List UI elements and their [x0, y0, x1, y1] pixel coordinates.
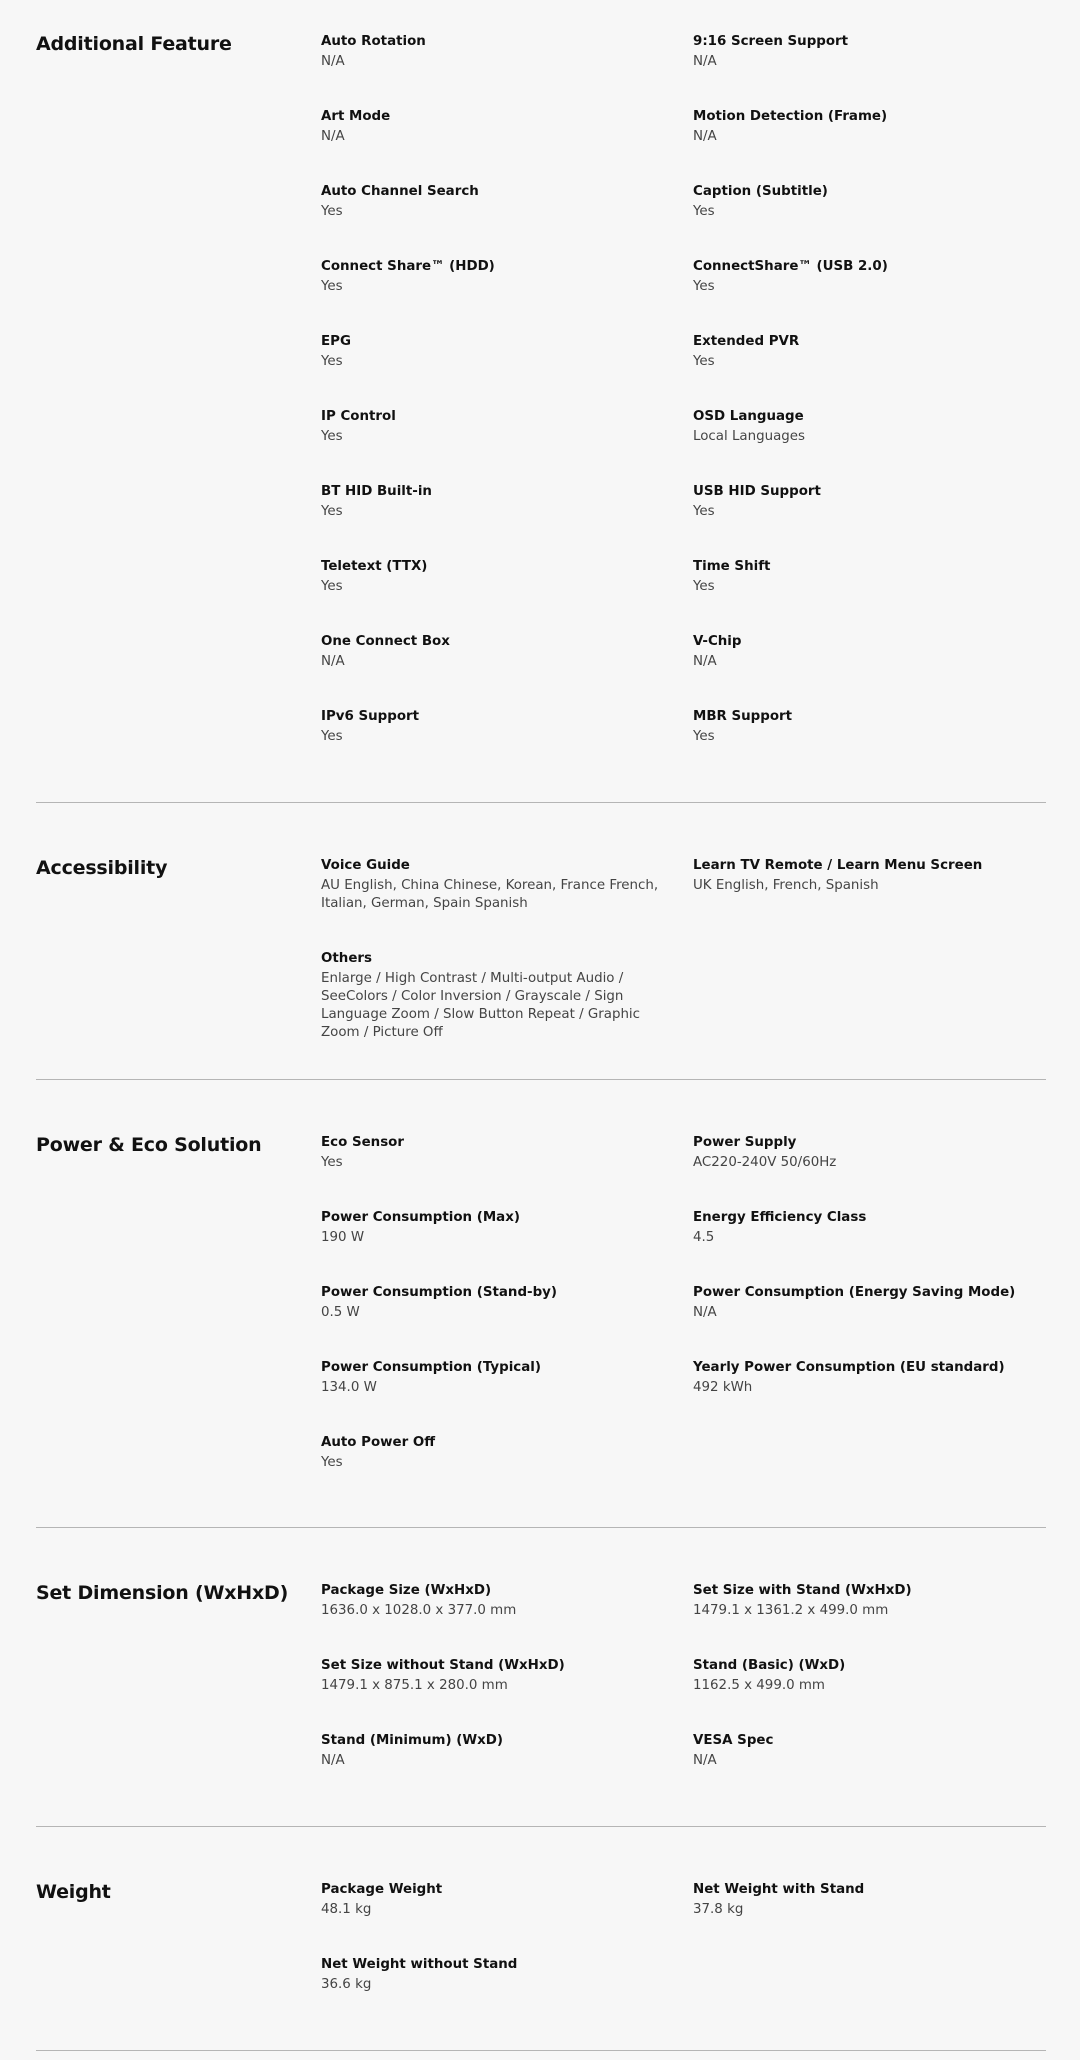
- spec-value: N/A: [321, 129, 345, 144]
- spec-label: USB HID Support: [693, 484, 821, 499]
- spec-label: Set Size without Stand (WxHxD): [321, 1658, 565, 1673]
- spec-value: Yes: [321, 504, 343, 519]
- spec-label: Auto Rotation: [321, 34, 426, 49]
- spec-value: AC220-240V 50/60Hz: [693, 1155, 837, 1170]
- spec-label: One Connect Box: [321, 634, 450, 649]
- spec-label: Net Weight without Stand: [321, 1957, 518, 1972]
- spec-label: V-Chip: [693, 634, 742, 649]
- spec-value: 492 kWh: [693, 1380, 753, 1395]
- spec-item-auto-channel-search: [321, 183, 661, 221]
- spec-value: Yes: [693, 504, 715, 519]
- spec-item-extended-pvr: [693, 333, 1053, 371]
- spec-label: Set Size with Stand (WxHxD): [693, 1583, 912, 1598]
- spec-value: N/A: [693, 129, 717, 144]
- spec-item-energy-efficiency-class: [693, 1209, 1053, 1247]
- spec-value: Enlarge / High Contrast / Multi-output Audio / SeeColors / Color Inversion / Grayscale / Sign Language Zoom / Slow Button Repeat / Graphic Zoom / Picture Off: [321, 971, 641, 1040]
- spec-label: OSD Language: [693, 409, 804, 424]
- spec-item-usb-hid-support: [693, 483, 1053, 521]
- spec-label: Power Consumption (Typical): [321, 1360, 541, 1375]
- spec-label: Package Size (WxHxD): [321, 1583, 492, 1598]
- spec-item-osd-language: [693, 408, 1053, 446]
- spec-item-stand-minimum: [321, 1732, 661, 1770]
- spec-item-power-consumption-standby: [321, 1284, 661, 1322]
- spec-item-set-size-without-stand: [321, 1657, 661, 1695]
- spec-item-set-size-with-stand: [693, 1582, 1053, 1620]
- spec-value: Yes: [321, 1455, 343, 1470]
- spec-label: Stand (Basic) (WxD): [693, 1658, 846, 1673]
- spec-label: ConnectShare™ (USB 2.0): [693, 259, 888, 274]
- spec-value: 37.8 kg: [693, 1902, 744, 1917]
- spec-value: N/A: [693, 654, 717, 669]
- spec-label: IPv6 Support: [321, 709, 420, 724]
- section-title: Power & Eco Solution: [36, 1134, 262, 1156]
- spec-item-package-size: [321, 1582, 661, 1620]
- spec-label: IP Control: [321, 409, 396, 424]
- spec-label: Auto Power Off: [321, 1435, 436, 1450]
- spec-value: Yes: [693, 204, 715, 219]
- spec-value: Yes: [693, 279, 715, 294]
- spec-value: Yes: [321, 1155, 343, 1170]
- spec-item-eco-sensor: [321, 1134, 661, 1172]
- spec-item-net-weight-with-stand: [693, 1881, 1053, 1919]
- spec-value: 1162.5 x 499.0 mm: [693, 1678, 825, 1693]
- spec-value: 48.1 kg: [321, 1902, 372, 1917]
- spec-label: Package Weight: [321, 1882, 443, 1897]
- spec-value: 1636.0 x 1028.0 x 377.0 mm: [321, 1603, 517, 1618]
- section-divider: [36, 1527, 1046, 1528]
- spec-value: Yes: [321, 204, 343, 219]
- spec-label: Others: [321, 951, 372, 966]
- spec-value: N/A: [693, 54, 717, 69]
- spec-value: N/A: [321, 54, 345, 69]
- spec-item-voice-guide: [321, 857, 661, 913]
- spec-item-art-mode: [321, 108, 661, 146]
- spec-value: 36.6 kg: [321, 1977, 372, 1992]
- spec-item-time-shift: [693, 558, 1053, 596]
- section-title: Set Dimension (WxHxD): [36, 1582, 289, 1604]
- spec-item-bt-hid-built-in: [321, 483, 661, 521]
- spec-item-power-consumption-energy-saving: [693, 1284, 1053, 1322]
- spec-value: Yes: [321, 429, 343, 444]
- spec-item-yearly-power-consumption: [693, 1359, 1053, 1397]
- spec-item-power-consumption-max: [321, 1209, 661, 1247]
- spec-item-ip-control: [321, 408, 661, 446]
- section-divider: [36, 1826, 1046, 1827]
- section-title: Additional Feature: [36, 33, 232, 55]
- section-title: Weight: [36, 1881, 111, 1903]
- spec-label: Power Consumption (Energy Saving Mode): [693, 1285, 1016, 1300]
- spec-label: EPG: [321, 334, 351, 349]
- spec-label: VESA Spec: [693, 1733, 774, 1748]
- spec-value: Yes: [321, 729, 343, 744]
- spec-value: Yes: [321, 579, 343, 594]
- spec-label: Connect Share™ (HDD): [321, 259, 495, 274]
- spec-value: N/A: [693, 1305, 717, 1320]
- spec-item-power-supply: [693, 1134, 1053, 1172]
- spec-item-epg: [321, 333, 661, 371]
- spec-item-stand-basic: [693, 1657, 1053, 1695]
- spec-label: MBR Support: [693, 709, 793, 724]
- spec-item-connectshare-usb: [693, 258, 1053, 296]
- spec-item-one-connect-box: [321, 633, 661, 671]
- spec-item-connect-share-hdd: [321, 258, 661, 296]
- spec-item-vesa-spec: [693, 1732, 1053, 1770]
- spec-value: 134.0 W: [321, 1380, 377, 1395]
- spec-item-916-screen-support: [693, 33, 1053, 71]
- section-divider: [36, 1079, 1046, 1080]
- spec-value: UK English, French, Spanish: [693, 878, 879, 893]
- spec-label: Energy Efficiency Class: [693, 1210, 867, 1225]
- spec-value: N/A: [693, 1753, 717, 1768]
- spec-label: BT HID Built-in: [321, 484, 432, 499]
- spec-label: 9:16 Screen Support: [693, 34, 849, 49]
- spec-item-package-weight: [321, 1881, 661, 1919]
- spec-value: Yes: [321, 279, 343, 294]
- spec-value: 0.5 W: [321, 1305, 360, 1320]
- spec-item-caption: [693, 183, 1053, 221]
- spec-label: Teletext (TTX): [321, 559, 428, 574]
- spec-item-motion-detection: [693, 108, 1053, 146]
- spec-item-auto-rotation: [321, 33, 661, 71]
- spec-value: AU English, China Chinese, Korean, France French, Italian, German, Spain Spanish: [321, 878, 659, 911]
- spec-label: Yearly Power Consumption (EU standard): [693, 1360, 1005, 1375]
- spec-value: N/A: [321, 1753, 345, 1768]
- spec-item-teletext: [321, 558, 661, 596]
- spec-label: Voice Guide: [321, 858, 410, 873]
- spec-item-ipv6-support: [321, 708, 661, 746]
- spec-label: Extended PVR: [693, 334, 800, 349]
- spec-label: Power Supply: [693, 1135, 797, 1150]
- spec-item-others: [321, 950, 661, 1042]
- spec-item-auto-power-off: [321, 1434, 661, 1472]
- spec-value: Local Languages: [693, 429, 806, 444]
- spec-label: Motion Detection (Frame): [693, 109, 888, 124]
- section-title: Accessibility: [36, 857, 168, 879]
- spec-value: 190 W: [321, 1230, 365, 1245]
- spec-value: 1479.1 x 1361.2 x 499.0 mm: [693, 1603, 889, 1618]
- spec-label: Auto Channel Search: [321, 184, 479, 199]
- spec-item-mbr-support: [693, 708, 1053, 746]
- spec-value: Yes: [693, 729, 715, 744]
- spec-value: N/A: [321, 654, 345, 669]
- spec-item-learn-tv-remote: [693, 857, 1053, 895]
- spec-label: Stand (Minimum) (WxD): [321, 1733, 504, 1748]
- spec-label: Net Weight with Stand: [693, 1882, 865, 1897]
- spec-item-v-chip: [693, 633, 1053, 671]
- spec-label: Art Mode: [321, 109, 391, 124]
- spec-item-net-weight-without-stand: [321, 1956, 661, 1994]
- spec-label: Learn TV Remote / Learn Menu Screen: [693, 858, 983, 873]
- spec-value: 4.5: [693, 1230, 715, 1245]
- spec-label: Power Consumption (Max): [321, 1210, 520, 1225]
- spec-value: Yes: [693, 354, 715, 369]
- spec-value: 1479.1 x 875.1 x 280.0 mm: [321, 1678, 508, 1693]
- spec-label: Power Consumption (Stand-by): [321, 1285, 558, 1300]
- spec-item-power-consumption-typical: [321, 1359, 661, 1397]
- spec-value: Yes: [693, 579, 715, 594]
- spec-label: Time Shift: [693, 559, 771, 574]
- section-divider: [36, 802, 1046, 803]
- spec-label: Eco Sensor: [321, 1135, 404, 1150]
- spec-label: Caption (Subtitle): [693, 184, 828, 199]
- section-divider: [36, 2050, 1046, 2051]
- spec-value: Yes: [321, 354, 343, 369]
